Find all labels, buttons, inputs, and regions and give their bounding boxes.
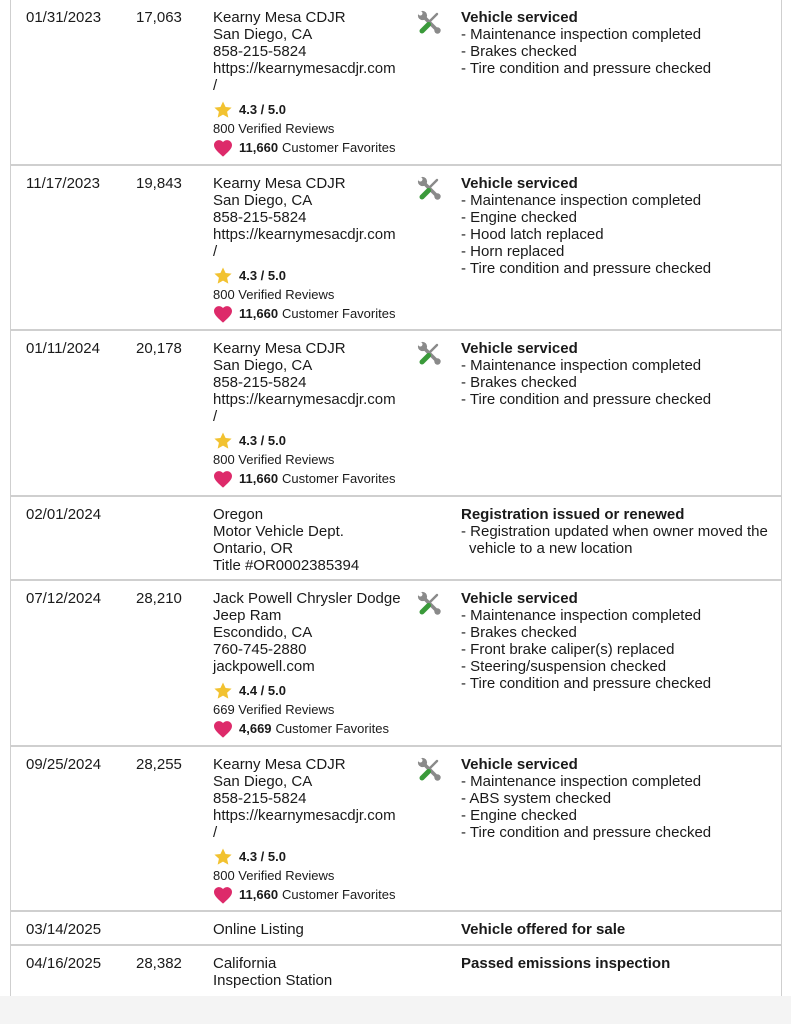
event-detail-item: - Hood latch replaced [461, 226, 604, 243]
source-line: / [213, 77, 218, 94]
event-title: Vehicle serviced [461, 590, 578, 607]
history-row [11, 331, 781, 497]
event-detail-item: - Brakes checked [461, 624, 577, 641]
history-row [11, 0, 781, 166]
record-details [461, 955, 771, 972]
heart-icon [213, 470, 233, 488]
rating-score-line [213, 266, 418, 285]
record-source [213, 756, 418, 904]
source-website-link[interactable]: https://kearnymesacdjr.com [213, 60, 396, 77]
wrench-screwdriver-icon [416, 340, 444, 368]
source-line: San Diego, CA [213, 357, 313, 374]
event-detail-item: - Tire condition and pressure checked [461, 675, 712, 692]
event-title: Vehicle serviced [461, 9, 578, 26]
record-source [213, 590, 418, 738]
event-title: Vehicle offered for sale [461, 921, 626, 938]
source-line: Motor Vehicle Dept. [213, 523, 344, 540]
dealer-rating [213, 431, 418, 488]
record-source [213, 9, 418, 157]
source-line: 858-215-5824 [213, 43, 307, 60]
rating-score-line [213, 847, 418, 866]
reviews-count: 800 Verified Reviews [213, 452, 335, 467]
reviews-count: 800 Verified Reviews [213, 287, 335, 302]
record-date: 02/01/2024 [26, 506, 102, 523]
source-line: Inspection Station [213, 972, 333, 989]
record-date: 03/14/2025 [26, 921, 102, 938]
heart-icon [213, 720, 233, 738]
event-detail-item: - Front brake caliper(s) replaced [461, 641, 675, 658]
verified-reviews[interactable] [213, 700, 418, 719]
source-line: Ontario, OR [213, 540, 294, 557]
source-line: 858-215-5824 [213, 790, 307, 807]
source-line: Kearny Mesa CDJR [213, 175, 346, 192]
dealer-rating [213, 266, 418, 323]
source-line: Title #OR0002385394 [213, 557, 360, 574]
reviews-count: 669 Verified Reviews [213, 702, 335, 717]
event-detail-item: - Tire condition and pressure checked [461, 60, 712, 77]
event-title: Vehicle serviced [461, 175, 578, 192]
favorites-label: Customer Favorites [282, 887, 396, 902]
event-detail-item: - Engine checked [461, 209, 577, 226]
record-details [461, 175, 771, 277]
vehicle-history-table [10, 0, 782, 996]
heart-icon [213, 305, 233, 323]
record-details [461, 340, 771, 408]
verified-reviews[interactable] [213, 866, 418, 885]
record-mileage: 28,382 [136, 955, 182, 972]
rating-score: 4.3 / 5.0 [239, 102, 286, 117]
record-details [461, 921, 771, 938]
event-detail-item: - Maintenance inspection completed [461, 357, 702, 374]
customer-favorites [213, 719, 418, 738]
record-date: 04/16/2025 [26, 955, 102, 972]
source-line: San Diego, CA [213, 773, 313, 790]
source-line: Jeep Ram [213, 607, 282, 624]
history-row [11, 912, 781, 946]
record-details [461, 590, 771, 692]
history-row [11, 581, 781, 747]
rating-score-line [213, 431, 418, 450]
source-line: Kearny Mesa CDJR [213, 756, 346, 773]
source-line: Jack Powell Chrysler Dodge [213, 590, 401, 607]
source-website-link[interactable]: https://kearnymesacdjr.com [213, 391, 396, 408]
favorites-label: Customer Favorites [275, 721, 389, 736]
source-line: 858-215-5824 [213, 374, 307, 391]
dealer-rating [213, 681, 418, 738]
event-detail-item: - Brakes checked [461, 374, 577, 391]
record-source [213, 506, 418, 574]
wrench-screwdriver-icon [416, 756, 444, 784]
history-row [11, 166, 781, 331]
record-date: 11/17/2023 [26, 175, 100, 192]
favorites-label: Customer Favorites [282, 306, 396, 321]
source-line: San Diego, CA [213, 192, 313, 209]
wrench-screwdriver-icon [416, 9, 444, 37]
verified-reviews[interactable] [213, 285, 418, 304]
star-icon [213, 681, 233, 701]
customer-favorites [213, 885, 418, 904]
source-line: California [213, 955, 277, 972]
event-detail-item: - Maintenance inspection completed [461, 773, 702, 790]
event-detail-item: - Tire condition and pressure checked [461, 391, 712, 408]
record-date: 01/31/2023 [26, 9, 102, 26]
record-mileage: 20,178 [136, 340, 182, 357]
record-source [213, 921, 418, 938]
source-line: / [213, 824, 218, 841]
event-title: Vehicle serviced [461, 340, 578, 357]
favorites-label: Customer Favorites [282, 471, 396, 486]
reviews-count: 800 Verified Reviews [213, 121, 335, 136]
history-row [11, 946, 781, 996]
wrench-screwdriver-icon [416, 590, 444, 618]
source-line: Kearny Mesa CDJR [213, 9, 346, 26]
star-icon [213, 100, 233, 120]
event-detail-item: - Maintenance inspection completed [461, 607, 702, 624]
star-icon [213, 266, 233, 286]
event-title: Registration issued or renewed [461, 506, 685, 523]
rating-score: 4.4 / 5.0 [239, 683, 286, 698]
favorites-count: 11,660 [239, 140, 279, 155]
wrench-screwdriver-icon [416, 175, 444, 203]
star-icon [213, 431, 233, 451]
favorites-label: Customer Favorites [282, 140, 396, 155]
source-website-link[interactable]: https://kearnymesacdjr.com [213, 226, 396, 243]
bottom-strip [0, 996, 791, 1024]
record-date: 07/12/2024 [26, 590, 102, 607]
history-row [11, 497, 781, 581]
source-line: Online Listing [213, 921, 304, 938]
source-line: 760-745-2880 [213, 641, 307, 658]
event-detail-item: - Maintenance inspection completed [461, 26, 702, 43]
heart-icon [213, 886, 233, 904]
record-source [213, 955, 418, 989]
record-details [461, 756, 771, 841]
source-line: Oregon [213, 506, 264, 523]
source-line: Kearny Mesa CDJR [213, 340, 346, 357]
dealer-rating [213, 847, 418, 904]
source-website-link[interactable]: jackpowell.com [213, 658, 315, 675]
record-mileage: 28,255 [136, 756, 182, 773]
favorites-count: 4,669 [239, 721, 272, 736]
star-icon [213, 847, 233, 867]
record-details [461, 506, 771, 557]
source-line: / [213, 408, 218, 425]
event-detail-item: - ABS system checked [461, 790, 612, 807]
rating-score: 4.3 / 5.0 [239, 849, 286, 864]
event-detail-item: - Engine checked [461, 807, 577, 824]
favorites-count: 11,660 [239, 471, 279, 486]
reviews-count: 800 Verified Reviews [213, 868, 335, 883]
record-mileage: 19,843 [136, 175, 182, 192]
rating-score-line [213, 100, 418, 119]
rating-score-line [213, 681, 418, 700]
favorites-count: 11,660 [239, 306, 279, 321]
event-detail-item: - Brakes checked [461, 43, 577, 60]
customer-favorites [213, 304, 418, 323]
record-source [213, 175, 418, 323]
event-title: Vehicle serviced [461, 756, 578, 773]
event-detail-item: - Steering/suspension checked [461, 658, 667, 675]
record-mileage: 28,210 [136, 590, 182, 607]
source-line: San Diego, CA [213, 26, 313, 43]
record-date: 09/25/2024 [26, 756, 102, 773]
record-date: 01/11/2024 [26, 340, 100, 357]
event-detail-item: - Maintenance inspection completed [461, 192, 702, 209]
event-title: Passed emissions inspection [461, 955, 671, 972]
event-detail-item: - Horn replaced [461, 243, 565, 260]
rating-score: 4.3 / 5.0 [239, 433, 286, 448]
favorites-count: 11,660 [239, 887, 279, 902]
source-line: / [213, 243, 218, 260]
event-detail-item: - Registration updated when owner moved the vehicle to a new location [461, 523, 768, 557]
heart-icon [213, 139, 233, 157]
record-mileage: 17,063 [136, 9, 182, 26]
verified-reviews[interactable] [213, 450, 418, 469]
history-row [11, 747, 781, 912]
source-website-link[interactable]: https://kearnymesacdjr.com [213, 807, 396, 824]
source-line: 858-215-5824 [213, 209, 307, 226]
rating-score: 4.3 / 5.0 [239, 268, 286, 283]
event-detail-item: - Tire condition and pressure checked [461, 824, 712, 841]
customer-favorites [213, 138, 418, 157]
record-details [461, 9, 771, 77]
verified-reviews[interactable] [213, 119, 418, 138]
source-line: Escondido, CA [213, 624, 313, 641]
dealer-rating [213, 100, 418, 157]
customer-favorites [213, 469, 418, 488]
event-detail-item: - Tire condition and pressure checked [461, 260, 712, 277]
record-source [213, 340, 418, 488]
